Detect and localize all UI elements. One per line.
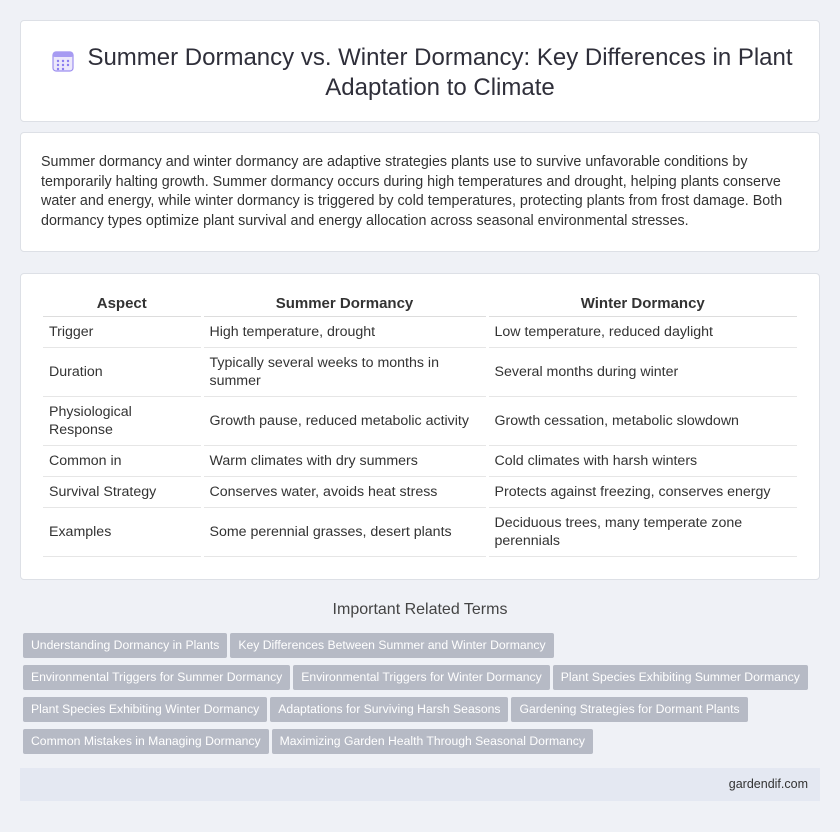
column-header: Summer Dormancy	[202, 294, 487, 316]
table-cell: Conserves water, avoids heat stress	[202, 476, 487, 507]
comparison-table	[43, 294, 797, 557]
table-cell: Deciduous trees, many temperate zone perennials	[487, 507, 797, 556]
related-term-tag[interactable]: Maximizing Garden Health Through Seasonal Dormancy	[272, 729, 593, 754]
related-term-tag[interactable]: Understanding Dormancy in Plants	[23, 633, 227, 658]
table-row	[43, 476, 797, 507]
comparison-table-card	[20, 273, 820, 580]
page-title: Summer Dormancy vs. Winter Dormancy: Key Differences in Plant Adaptation to Climate	[87, 44, 793, 101]
table-row	[43, 347, 797, 396]
table-row	[43, 316, 797, 347]
related-terms-tags	[23, 633, 823, 761]
related-term-tag[interactable]: Adaptations for Surviving Harsh Seasons	[270, 697, 508, 722]
table-cell: Physiological Response	[43, 396, 202, 445]
table-header-row	[43, 294, 797, 316]
table-cell: Trigger	[43, 316, 202, 347]
related-term-tag[interactable]: Common Mistakes in Managing Dormancy	[23, 729, 269, 754]
table-cell: Typically several weeks to months in summer	[202, 347, 487, 396]
table-cell: Duration	[43, 347, 202, 396]
column-header: Winter Dormancy	[487, 294, 797, 316]
intro-text: Summer dormancy and winter dormancy are adaptive strategies plants use to survive unfavorable conditions by temporarily halting growth. Summer dormancy occurs during high temperatures and drought, helping plants conserve water and energy, while winter dormancy is triggered by cold temperatures, protecting plants from frost damage. Both dormancy types optimize plant survival and energy allocation across seasonal environmental stresses.	[41, 154, 783, 229]
header-card	[20, 20, 820, 122]
table-cell: Common in	[43, 445, 202, 476]
table-row	[43, 507, 797, 556]
table-cell: Growth cessation, metabolic slowdown	[487, 396, 797, 445]
table-cell: Low temperature, reduced daylight	[487, 316, 797, 347]
related-term-tag[interactable]: Plant Species Exhibiting Summer Dormancy	[553, 665, 808, 690]
related-term-tag[interactable]: Gardening Strategies for Dormant Plants	[511, 697, 747, 722]
table-cell: Survival Strategy	[43, 476, 202, 507]
table-cell: Several months during winter	[487, 347, 797, 396]
related-term-tag[interactable]: Plant Species Exhibiting Winter Dormancy	[23, 697, 267, 722]
table-cell: Growth pause, reduced metabolic activity	[202, 396, 487, 445]
table-row	[43, 396, 797, 445]
calendar-icon	[51, 49, 75, 73]
table-cell: Examples	[43, 507, 202, 556]
column-header: Aspect	[43, 294, 202, 316]
table-cell: Warm climates with dry summers	[202, 445, 487, 476]
table-cell: High temperature, drought	[202, 316, 487, 347]
table-cell: Cold climates with harsh winters	[487, 445, 797, 476]
table-row	[43, 445, 797, 476]
related-term-tag[interactable]: Environmental Triggers for Summer Dormancy	[23, 665, 290, 690]
footer-site-link[interactable]: gardendif.com	[728, 777, 808, 791]
table-cell: Protects against freezing, conserves energy	[487, 476, 797, 507]
footer	[20, 768, 820, 801]
table-cell: Some perennial grasses, desert plants	[202, 507, 487, 556]
related-terms-title: Important Related Terms	[332, 601, 508, 618]
intro-card	[20, 132, 820, 252]
related-term-tag[interactable]: Environmental Triggers for Winter Dormancy	[293, 665, 549, 690]
related-term-tag[interactable]: Key Differences Between Summer and Winter Dormancy	[230, 633, 553, 658]
